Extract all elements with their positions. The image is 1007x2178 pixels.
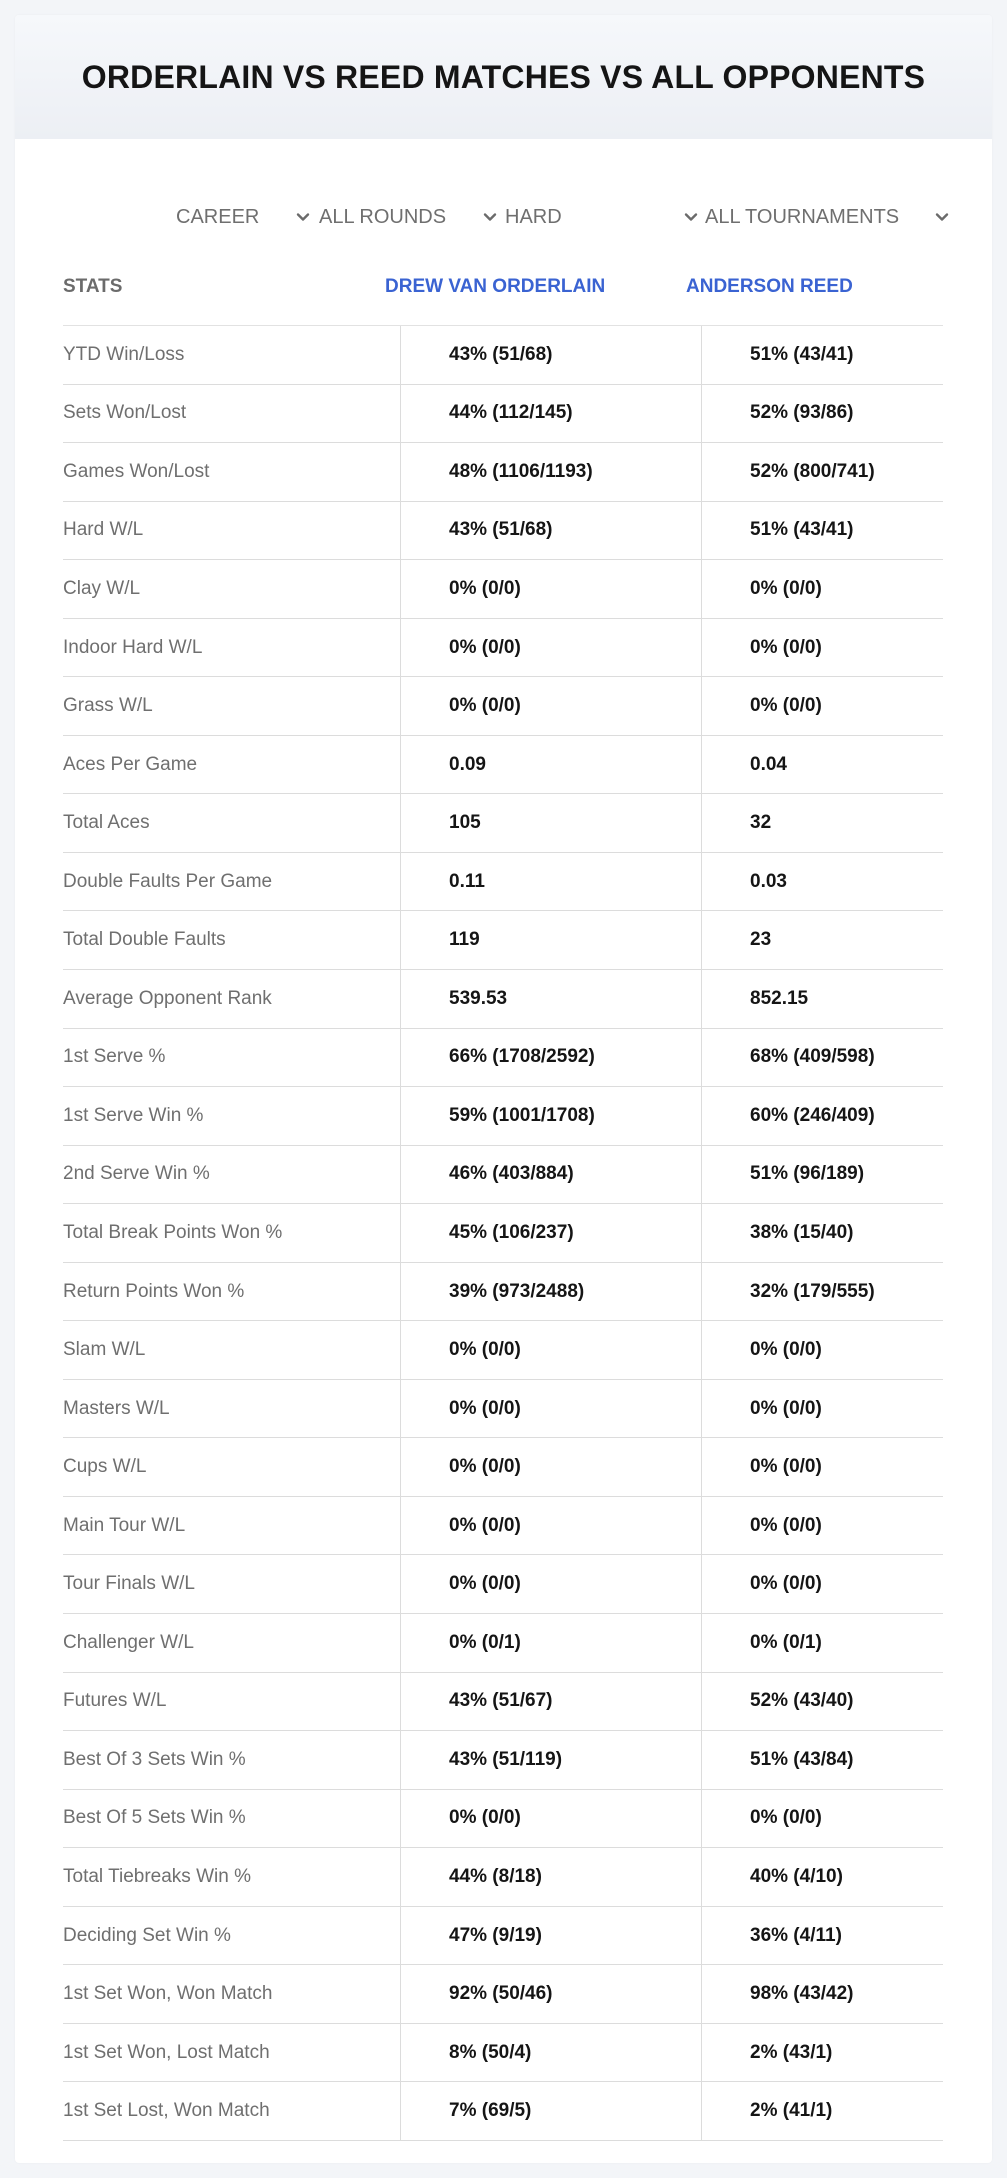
stat-label: Challenger W/L [63, 1631, 194, 1653]
player2-value: 32 [750, 812, 772, 834]
player1-value: 8% (50/4) [449, 2041, 532, 2063]
stat-label: Average Opponent Rank [63, 987, 272, 1009]
stat-label: Double Faults Per Game [63, 870, 273, 892]
player2-value: 51% (96/189) [750, 1163, 865, 1185]
surface-select-value: HARD [505, 205, 562, 228]
player2-value: 68% (409/598) [750, 1046, 875, 1068]
player1-value: 539.53 [449, 987, 508, 1009]
table-row [63, 1848, 943, 1907]
stats-card [15, 15, 992, 2163]
stat-label: Best Of 5 Sets Win % [63, 1807, 246, 1829]
table-row [63, 1673, 943, 1732]
player1-value: 43% (51/67) [449, 1690, 553, 1712]
stat-label: Best Of 3 Sets Win % [63, 1748, 246, 1770]
stat-label: Indoor Hard W/L [63, 636, 203, 658]
stat-label: Clay W/L [63, 577, 141, 599]
stat-label: Slam W/L [63, 1339, 146, 1361]
stats-table [63, 247, 943, 2141]
stat-label: Aces Per Game [63, 753, 198, 775]
player2-value: 0% (0/0) [750, 1807, 822, 1829]
stat-label: Total Tiebreaks Win % [63, 1865, 251, 1887]
player2-value: 0% (0/0) [750, 1456, 822, 1478]
stat-label: Total Break Points Won % [63, 1221, 283, 1243]
table-row [63, 1614, 943, 1673]
player2-value: 36% (4/11) [750, 1924, 842, 1946]
player1-value: 43% (51/68) [449, 519, 553, 541]
tournament-select-value: ALL TOURNAMENTS [705, 205, 900, 228]
table-row [63, 1263, 943, 1322]
table-row [63, 794, 943, 853]
table-row [63, 970, 943, 1029]
player2-value: 32% (179/555) [750, 1280, 875, 1302]
player1-value: 0% (0/0) [449, 577, 521, 599]
table-row [63, 2024, 943, 2083]
table-row [63, 1029, 943, 1088]
table-row [63, 1497, 943, 1556]
table-row [63, 1731, 943, 1790]
player2-value: 38% (15/40) [750, 1221, 854, 1243]
player2-value: 0% (0/0) [750, 695, 822, 717]
player2-value: 51% (43/84) [750, 1748, 854, 1770]
player1-value: 47% (9/19) [449, 1924, 542, 1946]
chevron-down-icon [481, 208, 499, 226]
player1-value: 44% (8/18) [449, 1865, 542, 1887]
stat-label: Games Won/Lost [63, 460, 210, 482]
player2-value: 23 [750, 929, 772, 951]
stat-label: Tour Finals W/L [63, 1573, 195, 1595]
player2-value: 0% (0/1) [750, 1631, 822, 1653]
player2-value: 0% (0/0) [750, 1514, 822, 1536]
table-row [63, 853, 943, 912]
stats-column-header: STATS [63, 276, 123, 297]
round-select[interactable] [319, 187, 499, 247]
player2-value: 52% (43/40) [750, 1690, 854, 1712]
stat-label: Cups W/L [63, 1456, 147, 1478]
player1-value: 0% (0/0) [449, 636, 521, 658]
stat-label: Grass W/L [63, 695, 153, 717]
table-header [63, 247, 943, 326]
player1-value: 43% (51/119) [449, 1748, 563, 1770]
table-row [63, 1380, 943, 1439]
period-select[interactable] [176, 187, 312, 247]
stat-label: 1st Set Lost, Won Match [63, 2100, 270, 2122]
round-select-value: ALL ROUNDS [319, 205, 447, 228]
player1-value: 48% (1106/1193) [449, 460, 593, 482]
table-row [63, 1146, 943, 1205]
table-row [63, 1321, 943, 1380]
filter-bar [15, 187, 992, 247]
stat-label: Total Double Faults [63, 929, 226, 951]
table-row [63, 1790, 943, 1849]
table-row [63, 677, 943, 736]
player2-value: 2% (41/1) [750, 2100, 833, 2122]
stat-label: Masters W/L [63, 1397, 170, 1419]
table-row [63, 911, 943, 970]
table-row [63, 326, 943, 385]
stat-label: Hard W/L [63, 519, 144, 541]
player2-value: 0% (0/0) [750, 577, 822, 599]
stat-label: Main Tour W/L [63, 1514, 186, 1536]
player1-value: 0% (0/0) [449, 1397, 521, 1419]
player2-value: 0% (0/0) [750, 1339, 822, 1361]
table-row [63, 502, 943, 561]
player2-value: 51% (43/41) [750, 343, 854, 365]
player1-value: 0% (0/0) [449, 1807, 521, 1829]
player2-value: 852.15 [750, 987, 809, 1009]
player2-value: 0.03 [750, 870, 787, 892]
table-row [63, 736, 943, 795]
player1-value: 46% (403/884) [449, 1163, 574, 1185]
player2-value: 51% (43/41) [750, 519, 854, 541]
chevron-down-icon [294, 208, 312, 226]
table-row [63, 1438, 943, 1497]
chevron-down-icon [682, 208, 700, 226]
player2-value: 0% (0/0) [750, 1573, 822, 1595]
tournament-select[interactable] [705, 187, 951, 247]
player2-value: 52% (800/741) [750, 460, 875, 482]
chevron-down-icon [933, 208, 951, 226]
player1-value: 0% (0/0) [449, 1339, 521, 1361]
player1-value: 66% (1708/2592) [449, 1046, 595, 1068]
player2-value: 98% (43/42) [750, 1983, 854, 2005]
table-row [63, 1555, 943, 1614]
player1-value: 43% (51/68) [449, 343, 553, 365]
player1-value: 39% (973/2488) [449, 1280, 585, 1302]
stat-label: 1st Set Won, Won Match [63, 1983, 273, 2005]
stat-label: Futures W/L [63, 1690, 167, 1712]
table-row [63, 2082, 943, 2141]
period-select-value: CAREER [176, 205, 260, 228]
player2-value: 0% (0/0) [750, 636, 822, 658]
table-row [63, 385, 943, 444]
player1-value: 7% (69/5) [449, 2100, 532, 2122]
player1-value: 0% (0/0) [449, 1514, 521, 1536]
table-row [63, 1087, 943, 1146]
player1-value: 0.11 [449, 870, 485, 892]
player2-value: 60% (246/409) [750, 1104, 875, 1126]
surface-select[interactable] [505, 187, 700, 247]
table-row [63, 1907, 943, 1966]
stat-label: 1st Set Won, Lost Match [63, 2041, 270, 2063]
stat-label: 1st Serve Win % [63, 1104, 204, 1126]
player2-column-header[interactable]: ANDERSON REED [686, 276, 853, 297]
stat-label: Return Points Won % [63, 1280, 245, 1302]
player1-value: 0% (0/0) [449, 1456, 521, 1478]
player1-value: 59% (1001/1708) [449, 1104, 595, 1126]
player1-value: 119 [449, 929, 480, 951]
header [15, 15, 992, 139]
table-row [63, 560, 943, 619]
stat-label: YTD Win/Loss [63, 343, 185, 365]
player1-value: 44% (112/145) [449, 402, 573, 424]
stat-label: Deciding Set Win % [63, 1924, 231, 1946]
stat-label: 1st Serve % [63, 1046, 166, 1068]
player1-value: 0% (0/1) [449, 1631, 521, 1653]
player2-value: 52% (93/86) [750, 402, 854, 424]
player2-value: 40% (4/10) [750, 1865, 843, 1887]
player1-value: 92% (50/46) [449, 1983, 553, 2005]
table-row [63, 1204, 943, 1263]
player1-value: 105 [449, 812, 481, 834]
player2-value: 2% (43/1) [750, 2041, 833, 2063]
player1-value: 0% (0/0) [449, 695, 521, 717]
table-row [63, 1965, 943, 2024]
player1-value: 45% (106/237) [449, 1221, 574, 1243]
table-row [63, 619, 943, 678]
player2-value: 0% (0/0) [750, 1397, 822, 1419]
stat-label: Sets Won/Lost [63, 402, 187, 424]
stat-label: Total Aces [63, 812, 150, 834]
table-row [63, 443, 943, 502]
player1-column-header[interactable]: DREW VAN ORDERLAIN [385, 276, 606, 297]
player1-value: 0% (0/0) [449, 1573, 521, 1595]
page-title: ORDERLAIN VS REED MATCHES VS ALL OPPONENTS [81, 58, 926, 95]
player1-value: 0.09 [449, 753, 486, 775]
stat-label: 2nd Serve Win % [63, 1163, 210, 1185]
player2-value: 0.04 [750, 753, 787, 775]
